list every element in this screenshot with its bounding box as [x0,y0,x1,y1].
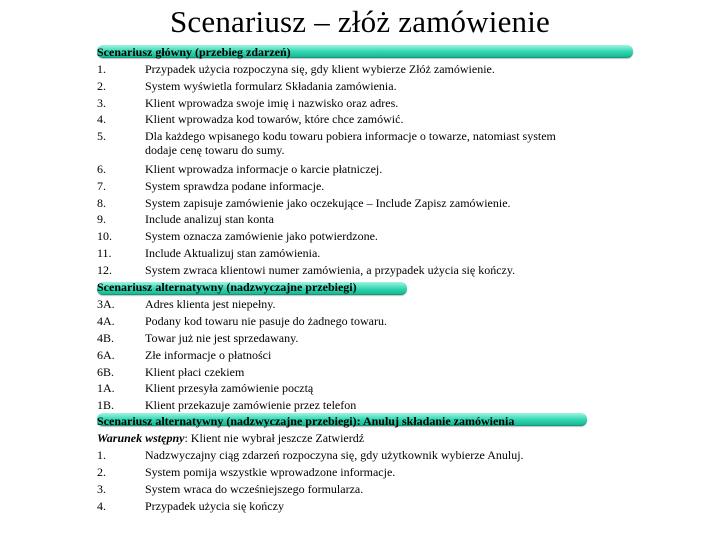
step-text: Przypadek użycia rozpoczyna się, gdy klient wybierze Złóż zamówienie. [145,62,495,76]
step-text: System wraca do wcześniejszego formularza. [145,482,364,496]
step-text: Adres klienta jest niepełny. [145,297,276,311]
step-number: 12. [97,263,112,277]
step-number: 11. [97,246,112,260]
step-number: 6A. [97,348,115,362]
step-text: Klient wprowadza swoje imię i nazwisko oraz adres. [145,96,399,110]
alternative-scenario-header: Scenariusz alternatywny (nadzwyczajne przebiegi) [97,280,357,294]
step-text: System zapisuje zamówienie jako oczekujące – Include Zapisz zamówienie. [145,196,511,210]
step-text: Include Aktualizuj stan zamówienia. [145,246,321,260]
step-text: Przypadek użycia się kończy [145,499,284,513]
step-text: System pomija wszystkie wprowadzone informacje. [145,465,396,479]
step-number: 4A. [97,314,115,328]
step-number: 1B. [97,398,115,412]
step-text: Złe informacje o płatności [145,348,272,362]
main-scenario-header: Scenariusz główny (przebieg zdarzeń) [97,45,291,59]
step-text: Nadzwyczajny ciąg zdarzeń rozpoczyna się, gdy użytkownik wybierze Anuluj. [145,448,524,462]
step-text: System sprawdza podane informacje. [145,179,325,193]
step-number: 3. [97,482,106,496]
step-text: Towar już nie jest sprzedawany. [145,331,299,345]
slide-title: Scenariusz – złóż zamówienie [169,4,551,39]
precondition-text: : Klient nie wybrał jeszcze Zatwierdź [184,431,365,445]
step-number: 2. [97,465,106,479]
step-number: 1. [97,62,106,76]
step-number: 8. [97,196,106,210]
step-number: 6B. [97,365,115,379]
step-text: Include analizuj stan konta [145,212,274,226]
step-number: 3A. [97,297,115,311]
step-text: System wyświetla formularz Składania zamówienia. [145,79,397,93]
step-text: Dla każdego wpisanego kodu towaru pobiera informacje o towarze, natomiast system [145,129,556,143]
cancel-scenario-header: Scenariusz alternatywny (nadzwyczajne przebiegi): Anuluj składanie zamówienia [97,414,515,428]
step-number: 3. [97,96,106,110]
step-text: Klient wprowadza informacje o karcie płatniczej. [145,162,383,176]
step-text: dodaje cenę towaru do sumy. [145,143,285,157]
step-number: 2. [97,79,106,93]
step-number: 1A. [97,381,115,395]
step-number: 4. [97,499,106,513]
precondition [97,430,697,447]
step-text: Klient wprowadza kod towarów, które chce zamówić. [145,112,404,126]
step-number: 5. [97,129,106,143]
step-number: 9. [97,212,106,226]
step-text: System oznacza zamówienie jako potwierdzone. [145,229,378,243]
precondition-label: Warunek wstępny [97,431,185,445]
step-number: 7. [97,179,106,193]
step-text: Klient przekazuje zamówienie przez telefon [145,398,357,412]
step-text: Podany kod towaru nie pasuje do żadnego towaru. [145,314,387,328]
step-text: Klient przesyła zamówienie pocztą [145,381,314,395]
step-number: 1. [97,448,106,462]
step-number: 4. [97,112,106,126]
step-text: System zwraca klientowi numer zamówienia, a przypadek użycia się kończy. [145,263,516,277]
step-number: 4B. [97,331,115,345]
step-number: 6. [97,162,106,176]
step-text: Klient płaci czekiem [145,365,245,379]
step-number: 10. [97,229,112,243]
